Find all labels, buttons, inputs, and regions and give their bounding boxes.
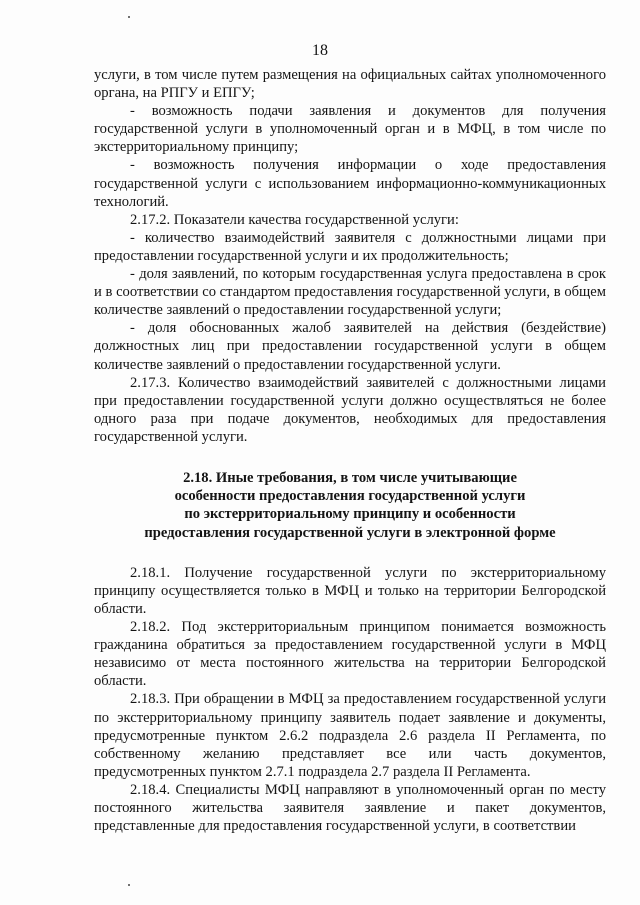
section-heading: [94, 469, 606, 542]
paragraph: 2.18.1. Получение государственной услуги по экстерриториальному принципу осуществляется только в МФЦ и только на территории Белгородской области.: [94, 564, 606, 617]
section-heading-line: особенности предоставления государственной услуги: [174, 488, 526, 505]
paragraph: услуги, в том числе путем размещения на официальных сайтах уполномоченного органа, на РПГУ и ЕПГУ;: [94, 67, 606, 102]
section-heading-line: 2.18. Иные требования, в том числе учитывающие: [183, 469, 517, 486]
section-heading-line: по экстерриториальному принципу и особенности: [184, 506, 516, 523]
paragraph: 2.18.4. Специалисты МФЦ направляют в уполномоченный орган по месту постоянного жительства заявителя заявление и пакет документов, представленные для предоставления государственной услуги, в соответствии: [94, 781, 606, 835]
paragraph: - доля обоснованных жалоб заявителей на действия (бездействие) должностных лиц при предоставлении государственной услуги в общем количестве заявлений о предоставлении государственной услуги.: [94, 320, 606, 373]
scan-speck: [128, 16, 130, 18]
paragraph: - доля заявлений, по которым государственная услуга предоставлена в срок и в соответствии со стандартом предоставления государственной услуги, в общем количестве заявлений о предоставлении государственной услуги;: [94, 266, 606, 319]
page-number: 18: [312, 42, 328, 59]
paragraph: 2.18.2. Под экстерриториальным принципом понимается возможность гражданина обратиться за предоставлением государственной услуги в МФЦ независимо от места постоянного жительства на территории Белгородской области.: [94, 619, 606, 690]
paragraph: - возможность получения информации о ходе предоставления государственной услуги с использованием информационно-коммуникационных технологий.: [94, 157, 606, 210]
scan-speck: [128, 884, 130, 886]
document-body: [94, 66, 606, 835]
paragraph: 2.17.2. Показатели качества государственной услуги:: [130, 211, 459, 228]
paragraph: - возможность подачи заявления и документов для получения государственной услуги в уполномоченный орган и в МФЦ, в том числе по экстерриториальному принципу;: [94, 103, 606, 156]
paragraph: 2.18.3. При обращении в МФЦ за предоставлением государственной услуги по экстерриториальному принципу заявитель подает заявление и документы, предусмотренные пунктом 2.6.2 подраздела 2.6 раздела II Регламента, по собственному желанию представляет все или часть документов, предусмотренных пунктом 2.7.1 подраздела 2.7 раздела II Регламента.: [94, 691, 606, 780]
section-heading-line: предоставления государственной услуги в электронной форме: [144, 524, 556, 541]
paragraph: - количество взаимодействий заявителя с должностными лицами при предоставлении государственной услуги и их продолжительность;: [94, 229, 606, 264]
paragraph: 2.17.3. Количество взаимодействий заявителей с должностными лицами при предоставлении государственной услуги должно осуществляться не более одного раза при подаче документов, необходимых для предоставления государственной услуги.: [94, 374, 606, 445]
